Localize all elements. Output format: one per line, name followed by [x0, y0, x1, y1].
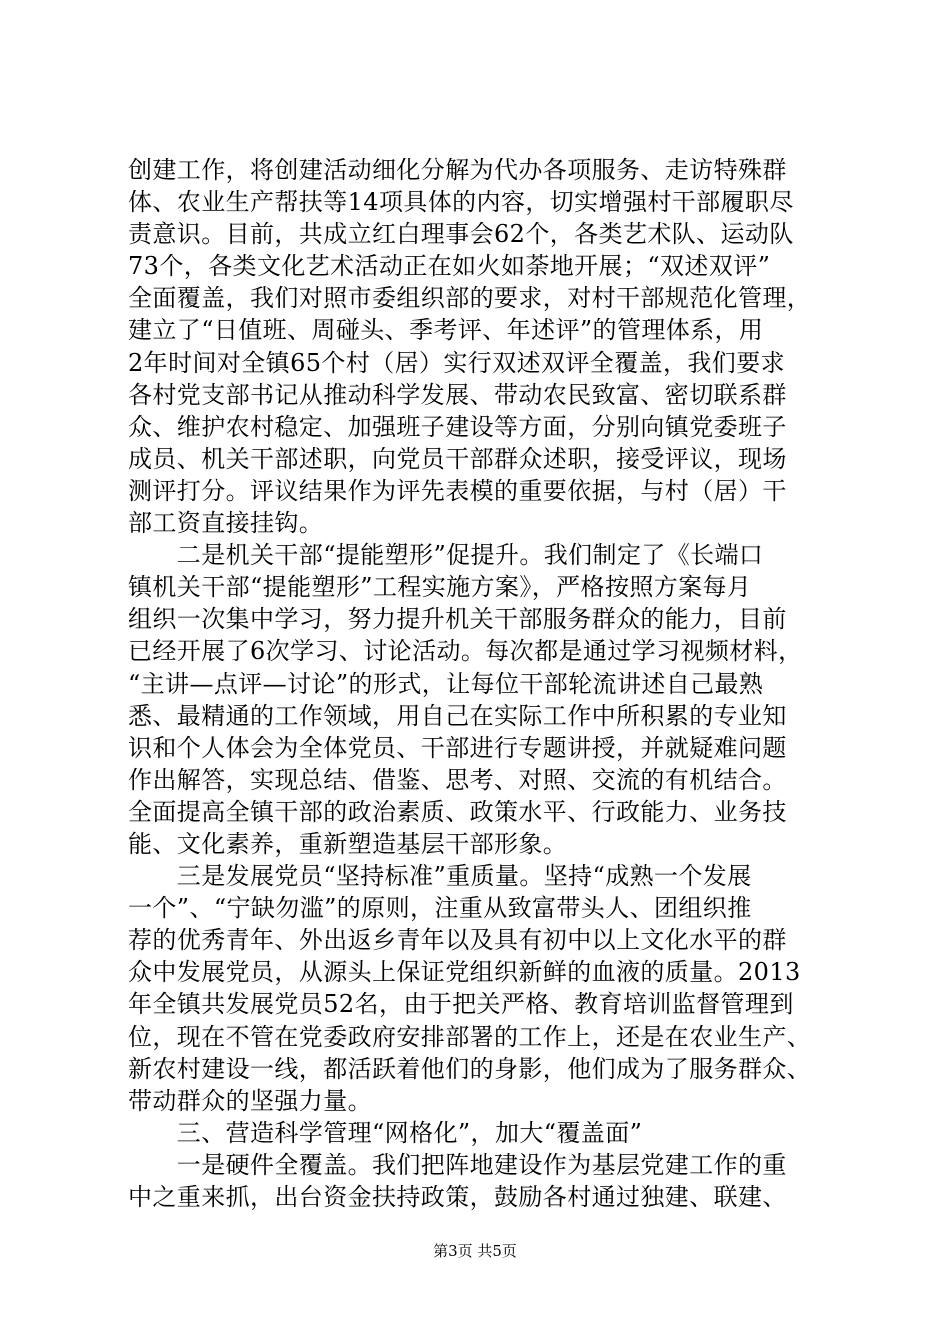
text-line: 三、营造科学管理“网格化”，加大“覆盖面” [128, 1118, 643, 1147]
text-line: 一个”、“宁缺勿滥”的原则，注重从致富带头人、团组织推 [128, 894, 752, 923]
text-line: 悉、最精通的工作领域，用自己在实际工作中所积累的专业知 [128, 701, 787, 730]
text-line: 2年时间对全镇65个村（居）实行双述双评全覆盖，我们要求 [128, 348, 786, 377]
document-body [128, 154, 848, 1213]
text-line: 新农村建设一线，都活跃着他们的身影，他们成为了服务群众、 [128, 1054, 812, 1083]
text-line: 全面覆盖，我们对照市委组织部的要求，对村干部规范化管理， [128, 284, 812, 313]
text-line: 测评打分。评议结果作为评先表模的重要依据，与村（居）干 [128, 476, 787, 505]
text-line: 创建工作，将创建活动细化分解为代办各项服务、走访特殊群 [128, 156, 787, 184]
text-line: 众、维护农村稳定、加强班子建设等方面，分别向镇党委班子 [128, 412, 787, 441]
text-line: 带动群众的坚强力量。 [128, 1086, 372, 1115]
text-line: “主讲—点评—讨论”的形式，让每位干部轮流讲述自己最熟 [128, 669, 764, 698]
text-line: 73个，各类文化艺术活动正在如火如荼地开展；“双述双评” [128, 252, 771, 281]
text-line: 组织一次集中学习，努力提升机关干部服务群众的能力，目前 [128, 605, 787, 634]
text-line: 位，现在不管在党委政府安排部署的工作上，还是在农业生产、 [128, 1022, 812, 1051]
text-line: 中之重来抓，出台资金扶持政策，鼓励各村通过独建、联建、 [128, 1183, 787, 1211]
text-line: 已经开展了6次学习、讨论活动。每次都是通过学习视频材料， [128, 637, 803, 666]
text-line: 三是发展党员“坚持标准”重质量。坚持“成熟一个发展 [128, 862, 752, 891]
text-line: 年全镇共发展党员52名，由于把关严格、教育培训监督管理到 [128, 990, 794, 1019]
text-line: 镇机关干部“提能塑形”工程实施方案》，严格按照方案每月 [128, 573, 752, 602]
text-line: 成员、机关干部述职，向党员干部群众述职，接受评议，现场 [128, 444, 787, 473]
text-line: 全面提高全镇干部的政治素质、政策水平、行政能力、业务技 [128, 797, 787, 826]
text-line: 识和个人体会为全体党员、干部进行专题讲授，并就疑难问题 [128, 733, 787, 762]
text-line: 众中发展党员，从源头上保证党组织新鲜的血液的质量。2013 [128, 958, 801, 987]
text-line: 能、文化素养，重新塑造基层干部形象。 [128, 829, 568, 858]
text-line: 作出解答，实现总结、借鉴、思考、对照、交流的有机结合。 [128, 765, 787, 794]
text-line: 二是机关干部“提能塑形”促提升。我们制定了《长端口 [128, 541, 764, 570]
text-line: 责意识。目前，共成立红白理事会62个，各类艺术队、运动队 [128, 220, 794, 249]
text-line: 建立了“日值班、周碰头、季考评、年述评”的管理体系，用 [128, 316, 764, 345]
text-line: 体、农业生产帮扶等14项具体的内容，切实增强村干部履职尽 [128, 188, 794, 217]
text-line: 部工资直接挂钩。 [128, 509, 324, 538]
text-line: 一是硬件全覆盖。我们把阵地建设作为基层党建工作的重 [128, 1150, 787, 1179]
text-line: 荐的优秀青年、外出返乡青年以及具有初中以上文化水平的群 [128, 926, 787, 955]
text-line: 各村党支部书记从推动科学发展、带动农民致富、密切联系群 [128, 380, 787, 409]
page-number-footer: 第3页 共5页 [433, 1242, 517, 1260]
